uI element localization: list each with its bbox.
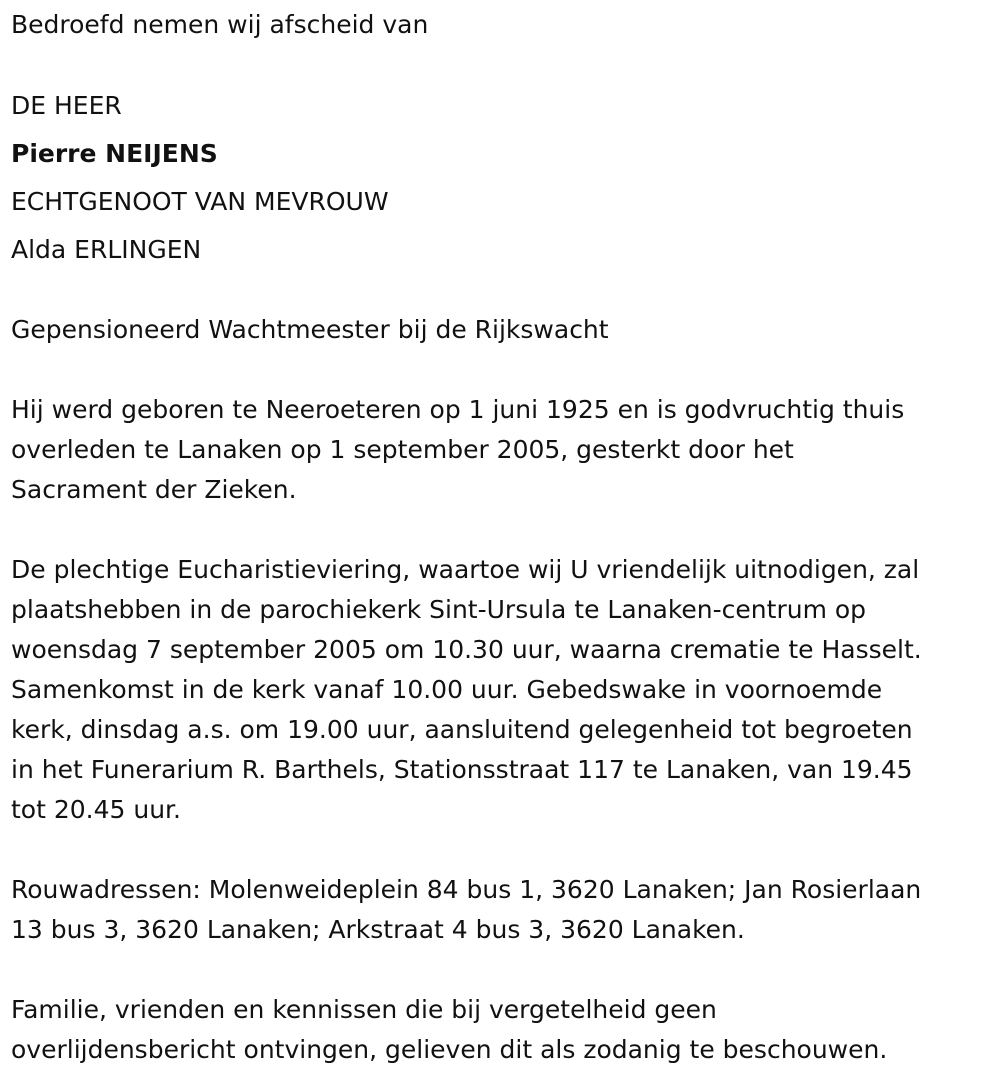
paragraph-line: Sacrament der Zieken.: [11, 475, 297, 504]
paragraph-line: plaatshebben in de parochiekerk Sint-Ursula te Lanaken-centrum op: [11, 595, 867, 624]
paragraph-line: in het Funerarium R. Barthels, Stationsstraat 117 te Lanaken, van 19.45: [11, 755, 913, 784]
paragraph-line: De plechtige Eucharistieviering, waartoe wij U vriendelijk uitnodigen, zal: [11, 555, 920, 584]
paragraph-line: woensdag 7 september 2005 om 10.30 uur, waarna crematie te Hasselt.: [11, 635, 922, 664]
paragraph-line: tot 20.45 uur.: [11, 795, 181, 824]
deceased-name: Pierre NEIJENS: [11, 139, 218, 168]
paragraph-line: overlijdensbericht ontvingen, gelieven dit als zodanig te beschouwen.: [11, 1035, 888, 1064]
intro-text: Bedroefd nemen wij afscheid van: [11, 10, 429, 39]
paragraph-line: Hij werd geboren te Neeroeteren op 1 juni 1925 en is godvruchtig thuis: [11, 395, 905, 424]
paragraph-line: kerk, dinsdag a.s. om 19.00 uur, aansluitend gelegenheid tot begroeten: [11, 715, 913, 744]
paragraph-line: 13 bus 3, 3620 Lanaken; Arkstraat 4 bus 3, 3620 Lanaken.: [11, 915, 745, 944]
paragraph-line: overleden te Lanaken op 1 september 2005, gesterkt door het: [11, 435, 794, 464]
paragraph-line: Familie, vrienden en kennissen die bij vergetelheid geen: [11, 995, 717, 1024]
title-prefix: DE HEER: [11, 91, 122, 120]
spouse-name: Alda ERLINGEN: [11, 235, 202, 264]
paragraph-line: Rouwadressen: Molenweideplein 84 bus 1, 3620 Lanaken; Jan Rosierlaan: [11, 875, 922, 904]
occupation-text: Gepensioneerd Wachtmeester bij de Rijkswacht: [11, 315, 609, 344]
spouse-label: ECHTGENOOT VAN MEVROUW: [11, 187, 389, 216]
paragraph-line: Samenkomst in de kerk vanaf 10.00 uur. Gebedswake in voornoemde: [11, 675, 883, 704]
